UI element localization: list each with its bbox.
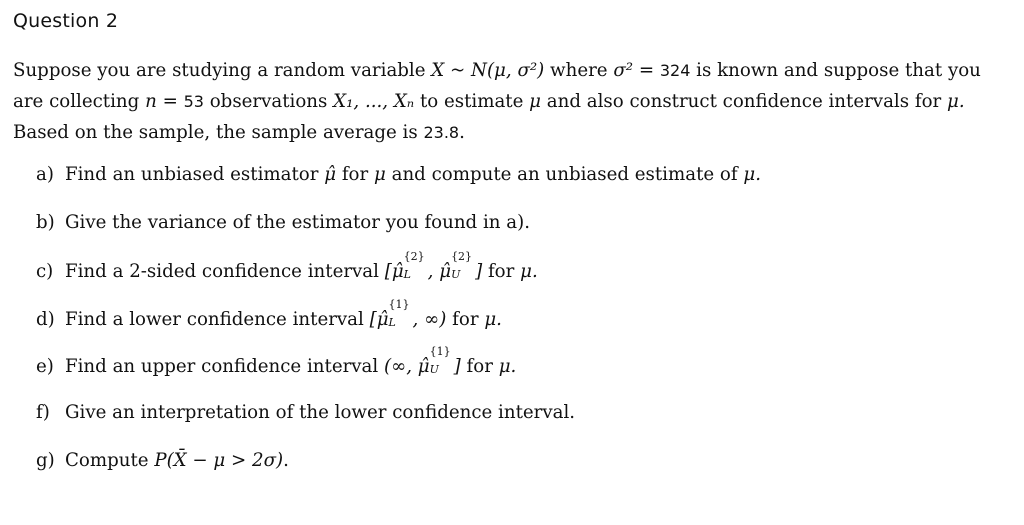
part-label: g) <box>36 450 55 471</box>
superscript: {1} <box>388 298 410 311</box>
part-text: Find a lower confidence interval <box>65 309 370 331</box>
part-text: for <box>460 356 499 378</box>
superscript: {2} <box>451 250 473 263</box>
part-text: Give the variance of the estimator you found in a). <box>65 212 531 233</box>
interval-formula: ] <box>475 261 483 283</box>
mu-symbol: μ. <box>520 261 538 283</box>
subscript: L <box>388 316 396 329</box>
part-text: for <box>482 261 521 283</box>
part-d <box>36 298 502 331</box>
intro-line-1 <box>13 55 1008 86</box>
part-g <box>36 450 289 471</box>
mu-symbol: μ <box>374 164 386 185</box>
part-text: for <box>446 309 485 331</box>
sample-size-symbol: n = <box>145 91 184 112</box>
interval-formula: (∞, μ̂ <box>384 356 430 378</box>
index-pair <box>403 250 428 281</box>
distribution-formula: X ~ N(μ, σ²) <box>431 60 545 81</box>
interval-formula: [μ̂ <box>369 309 389 331</box>
part-text: Find an upper confidence interval <box>65 356 384 378</box>
intro-line-3 <box>13 117 1008 148</box>
part-label: a) <box>36 164 54 185</box>
interval-formula: ] <box>453 356 461 378</box>
intro-text: are collecting <box>13 91 146 112</box>
part-a <box>36 164 761 185</box>
intro-line-2 <box>13 86 1008 117</box>
part-b <box>36 212 530 233</box>
part-text: for <box>336 164 374 185</box>
part-c <box>36 250 538 283</box>
part-f <box>36 402 575 423</box>
part-text: Find a 2-sided confidence interval <box>65 261 385 283</box>
interval-formula: [μ̂ <box>384 261 404 283</box>
probability-formula: P(X̄ − μ > 2σ) <box>154 450 284 471</box>
subscript: L <box>403 268 411 281</box>
variance-value: 324 <box>659 61 691 80</box>
index-pair <box>451 250 475 281</box>
superscript: {2} <box>403 250 425 263</box>
mu-symbol: μ. <box>498 356 517 378</box>
intro-text: is known and suppose that you <box>690 60 981 81</box>
intro-text: observations <box>203 91 334 112</box>
superscript: {1} <box>429 345 451 358</box>
part-e <box>36 345 517 378</box>
mu-symbol: μ. <box>743 164 762 185</box>
question-intro <box>13 55 1008 148</box>
estimator-symbol: μ̂ <box>324 164 337 185</box>
part-label: d) <box>36 309 55 331</box>
part-label: c) <box>36 261 54 283</box>
part-text: Find an unbiased estimator <box>65 164 325 185</box>
part-label: b) <box>36 212 55 233</box>
sample-average-value: 23.8 <box>423 123 460 142</box>
index-pair <box>429 345 454 376</box>
mu-symbol: μ. <box>947 91 965 112</box>
intro-text: . <box>459 122 465 143</box>
part-text: Compute <box>65 450 155 471</box>
interval-formula: , ∞) <box>412 309 447 331</box>
part-text: . <box>283 450 289 471</box>
observations-formula: X₁, ..., Xₙ <box>333 91 415 112</box>
subscript: U <box>429 363 439 376</box>
part-label: e) <box>36 356 54 378</box>
intro-text: Suppose you are studying a random variable <box>13 60 432 81</box>
intro-text: where <box>544 60 614 81</box>
interval-formula: , μ̂ <box>427 261 452 283</box>
index-pair <box>388 298 413 329</box>
intro-text: Based on the sample, the sample average is <box>13 122 424 143</box>
part-label: f) <box>36 402 50 423</box>
mu-symbol: μ <box>529 91 541 112</box>
part-text: Give an interpretation of the lower confidence interval. <box>65 402 576 423</box>
variance-symbol: σ² = <box>613 60 660 81</box>
intro-text: to estimate <box>414 91 530 112</box>
sample-size-value: 53 <box>183 92 204 111</box>
question-heading: Question 2 <box>13 10 119 32</box>
subscript: U <box>451 268 461 281</box>
mu-symbol: μ. <box>484 309 502 331</box>
part-text: and compute an unbiased estimate of <box>385 164 744 185</box>
intro-text: and also construct confidence intervals for <box>541 91 947 112</box>
